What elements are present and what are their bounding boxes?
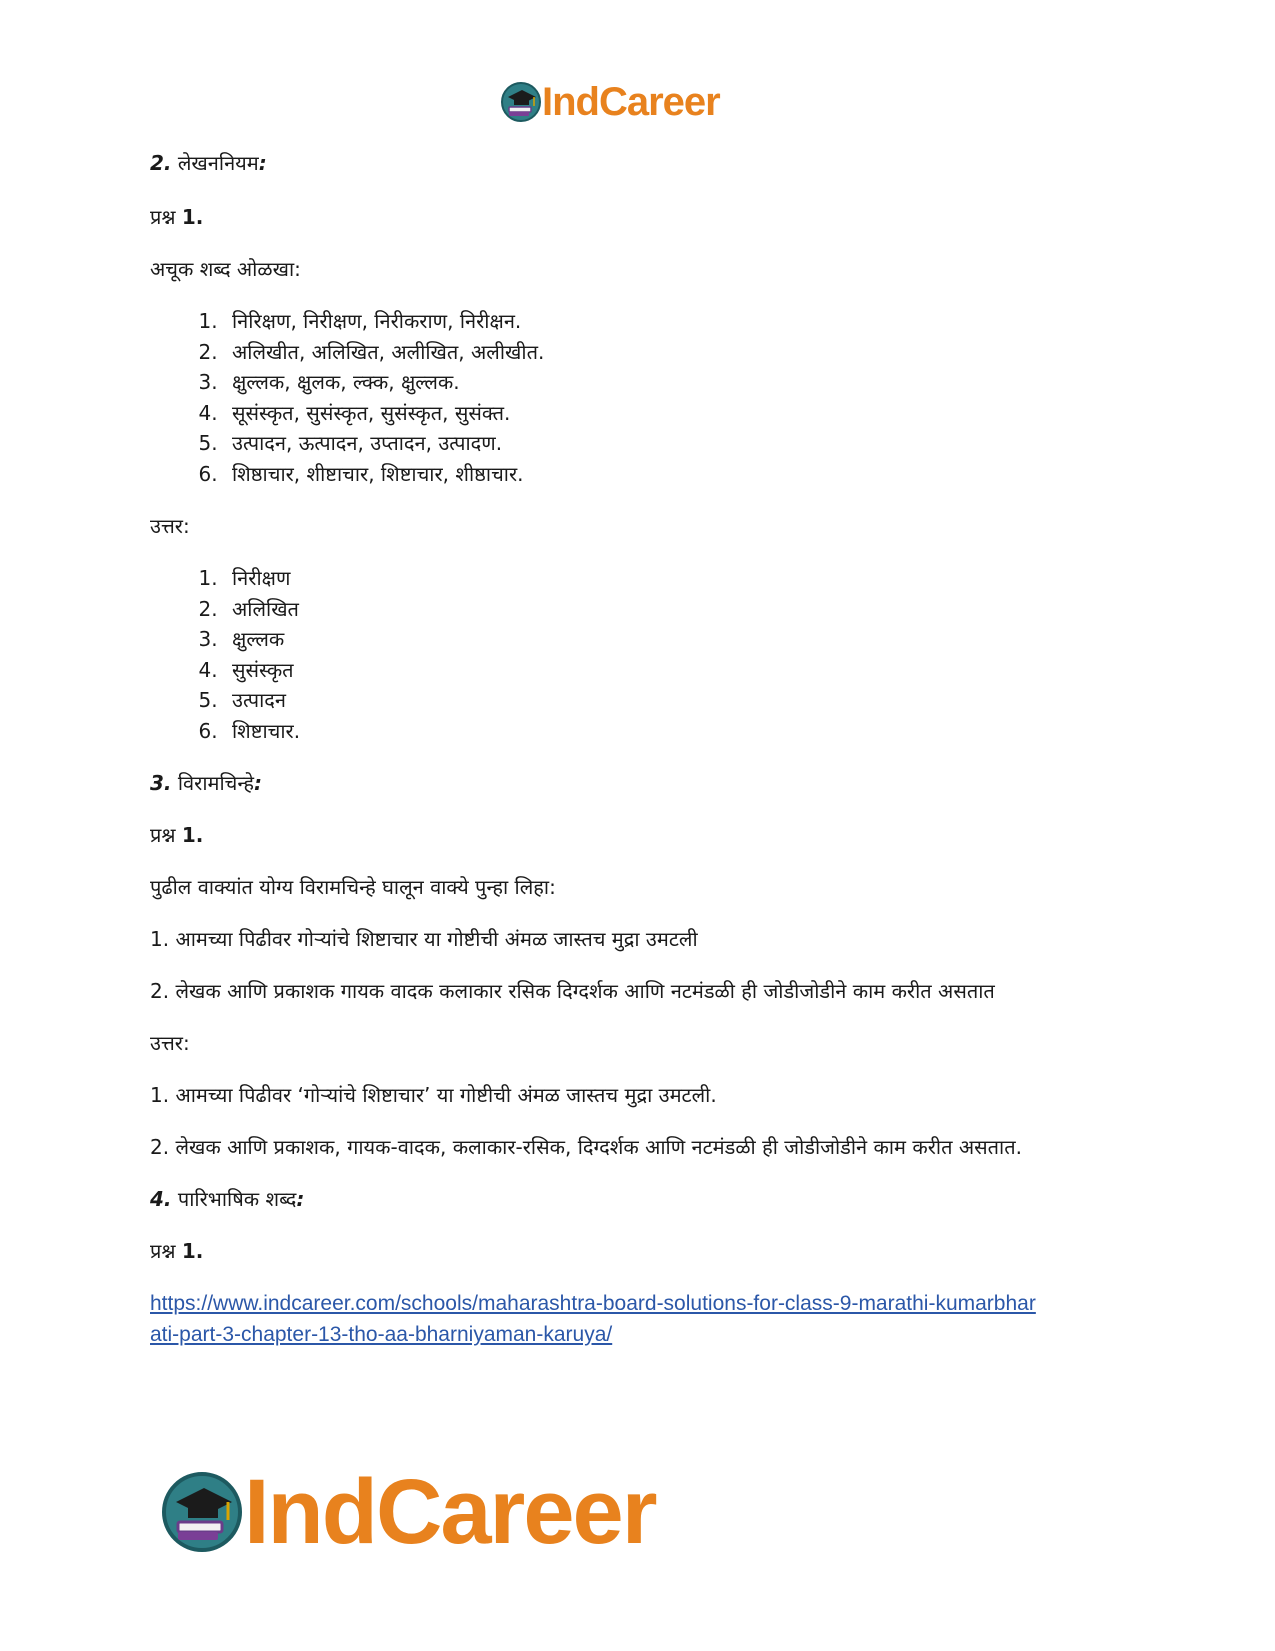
list-item: 6. शिष्ठाचार, शीष्टाचार, शिष्टाचार, शीष्ठाचार. [224,459,1130,490]
list-item: 5. उत्पादन, ऊत्पादन, उप्तादन, उत्पादण. [224,428,1130,459]
brand-name: IndCareer [244,1461,656,1563]
question-sentence: 1. आमच्या पिढीवर गोऱ्यांचे शिष्टाचार या गोष्टीची अंमळ जास्तच मुद्रा उमटली [150,927,698,951]
list-item: 4. सुसंस्कृत [224,655,1130,686]
document-body [150,148,1130,1350]
list-item: 4. सूसंस्कृत, सुसंस्कृत, सुसंस्कृत, सुसंक्त. [224,398,1130,429]
link-line-2[interactable]: ati-part-3-chapter-13-tho-aa-bharniyaman-karuya/ [150,1323,613,1346]
graduation-book-icon [500,81,542,123]
list-item: 3. क्षुल्लक [224,624,1130,655]
list-item: 6. शिष्टाचार. [224,716,1130,747]
answer-label: उत्तर: [150,514,190,538]
brand-name: IndCareer [542,80,720,124]
question-label: प्रश्न 1. [150,1239,204,1263]
instruction-text: पुढील वाक्यांत योग्य विरामचिन्हे घालून वाक्ये पुन्हा लिहा: [150,875,556,899]
options-list [150,306,1130,489]
header-logo [500,80,720,124]
list-item: 3. क्षुल्लक, क्षुलक, ल्क्क, क्षुल्लक. [224,367,1130,398]
graduation-book-icon [160,1470,244,1554]
list-item: 1. निरिक्षण, निरीक्षण, निरीकराण, निरीक्षन. [224,306,1130,337]
answer-label: उत्तर: [150,1031,190,1055]
section-heading-2: 2. लेखननियम: [150,151,267,175]
footer-logo [160,1462,656,1562]
link-line-1[interactable]: https://www.indcareer.com/schools/maharashtra-board-solutions-for-class-9-marathi-kumarbhar [150,1292,1036,1315]
section-heading-4: 4. पारिभाषिक शब्द: [150,1187,305,1211]
list-item: 2. अलिखित [224,594,1130,625]
source-link[interactable] [150,1288,1130,1350]
instruction-text: अचूक शब्द ओळखा: [150,257,301,281]
question-label: प्रश्न 1. [150,205,204,229]
answer-sentence: 2. लेखक आणि प्रकाशक, गायक-वादक, कलाकार-रसिक, दिग्दर्शक आणि नटमंडळी ही जोडीजोडीने काम करीत असतात. [150,1135,1022,1159]
question-label: प्रश्न 1. [150,823,204,847]
list-item: 1. निरीक्षण [224,563,1130,594]
question-sentence: 2. लेखक आणि प्रकाशक गायक वादक कलाकार रसिक दिग्दर्शक आणि नटमंडळी ही जोडीजोडीने काम करीत असतात [150,979,995,1003]
answers-list [150,563,1130,746]
list-item: 5. उत्पादन [224,685,1130,716]
section-heading-3: 3. विरामचिन्हे: [150,771,262,795]
answer-sentence: 1. आमच्या पिढीवर ‘गोऱ्यांचे शिष्टाचार’ या गोष्टीची अंमळ जास्तच मुद्रा उमटली. [150,1083,717,1107]
list-item: 2. अलिखीत, अलिखित, अलीखित, अलीखीत. [224,337,1130,368]
